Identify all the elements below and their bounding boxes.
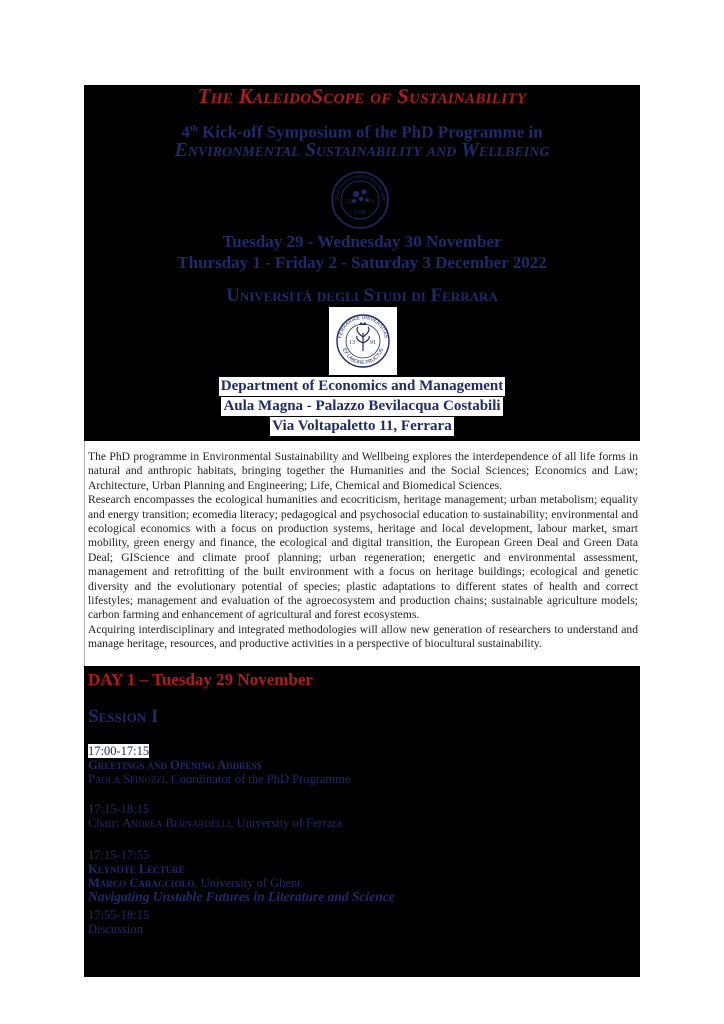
venue-address: Via Voltapaletto 11, Ferrara [272,418,452,434]
chair-name: Andrea Bernardelli [122,816,231,830]
uni-logo-year-right: 91 [370,340,376,346]
description-paragraph-1: The PhD programme in Environmental Sustainability and Wellbeing explores the interdependence of all life forms in natural and anthropic habitats, bringing together the Humanities and the Social Sciences; Economics and Law; Architecture, Urban Planning and Engineering; Life, Chemical and Biomedical Sciences. [88,450,638,492]
speaker-name: Paola Spinozzi [88,772,166,786]
venue-hall: Aula Magna - Palazzo Bevilacqua Costabili [223,398,501,414]
speaker-role: , Coordinator of the PhD Programme [165,772,351,786]
slot-title: Keynote Lecture [88,862,185,876]
slot-opening [88,744,350,786]
university-name: Università degli Studi di Ferrara [226,285,498,306]
phd-seal-logo [330,170,390,230]
university-seal-icon [329,307,397,375]
seal-year-right: 19 [368,199,374,205]
dates-line-1: Tuesday 29 - Wednesday 30 November [222,232,502,251]
subtitle-number: 4 [181,122,190,142]
chair-label: Chair: [88,816,123,830]
description-paragraph-2: Research encompasses the ecological humanities and ecocriticism, heritage management; urban metabolism; equality and energy transition; ecomedia literacy; pedagogical and psychosocial education to sustainability; environmental and ecological economics with a focus on production systems, heritage and local development, labour market, smart mobility, green energy and finance, the ecological and digital transition, the European Green Deal and Green Data Deal; GIScience and climate proof planning; urban regeneration; energetic and environmental assessment, management and retrofitting of the built environment with a focus on heritage buildings; ecological and genetic diversity and the evolutionary potential of species; plastic adaptations to different states of health and correct lifestyles; management and evaluation of the agroecosystem and production chains; sustainable agriculture models; carbon farming and enhancement of agricultural and forest ecosystems. [88,493,638,622]
slot-time: 17:55-18:15 [88,908,150,922]
university-logo [329,307,397,375]
chair-affiliation: , University of Ferrara [230,816,343,830]
day-heading: DAY 1 – Tuesday 29 November [88,670,313,689]
programme-description [88,450,638,652]
venue-block [84,376,640,436]
slot-label: Discussion [88,922,143,936]
slot-time: 17:00-17:15 [88,744,150,758]
left-margin-rule [84,441,85,666]
programme-name: Environmental Sustainability and Wellbeing [174,139,550,161]
keynote-talk-title: Navigating Unstable Futures in Literature and Science [88,889,395,904]
seal-initials: ESW [354,210,366,216]
seal-label: D in Environmental Sustainabil [333,173,387,201]
seal-year-left: 20 [346,199,352,205]
uni-logo-bottom-text: EX LABORE FRUCTUS [340,347,386,367]
session-heading: Session I [88,706,159,727]
slot-discussion [88,908,149,936]
event-title: The KaleidoScope of Sustainability [197,84,527,108]
slot-title: Greetings and Opening Address [88,758,262,772]
keynote-speaker: Marco Caracciolo [88,876,195,890]
slot-keynote [88,848,395,904]
uni-logo-year-left: 13 [349,340,355,346]
subtitle-ordinal: th [189,123,198,133]
slot-chair [88,802,342,830]
keynote-affiliation: , University of Ghent [194,876,301,890]
subtitle-text: Kick-off Symposium of the PhD Programme in [197,122,543,142]
venue-department: Department of Economics and Management [220,378,504,394]
header-banner [84,85,640,441]
slot-time: 17:15-17:55 [88,848,150,862]
uni-logo-top-text: FERRARIAE UNIVERSITAS [337,314,389,339]
dates-line-2: Thursday 1 - Friday 2 - Saturday 3 December 2022 [177,253,547,272]
description-paragraph-3: Acquiring interdisciplinary and integrated methodologies will allow new generation of researchers to understand and manage heritage, resources, and productive activities in a perspective of biocultural sustainability. [88,622,638,651]
event-dates [84,231,640,273]
programme-schedule [84,666,640,977]
slot-time: 17:15-18:15 [88,802,150,816]
